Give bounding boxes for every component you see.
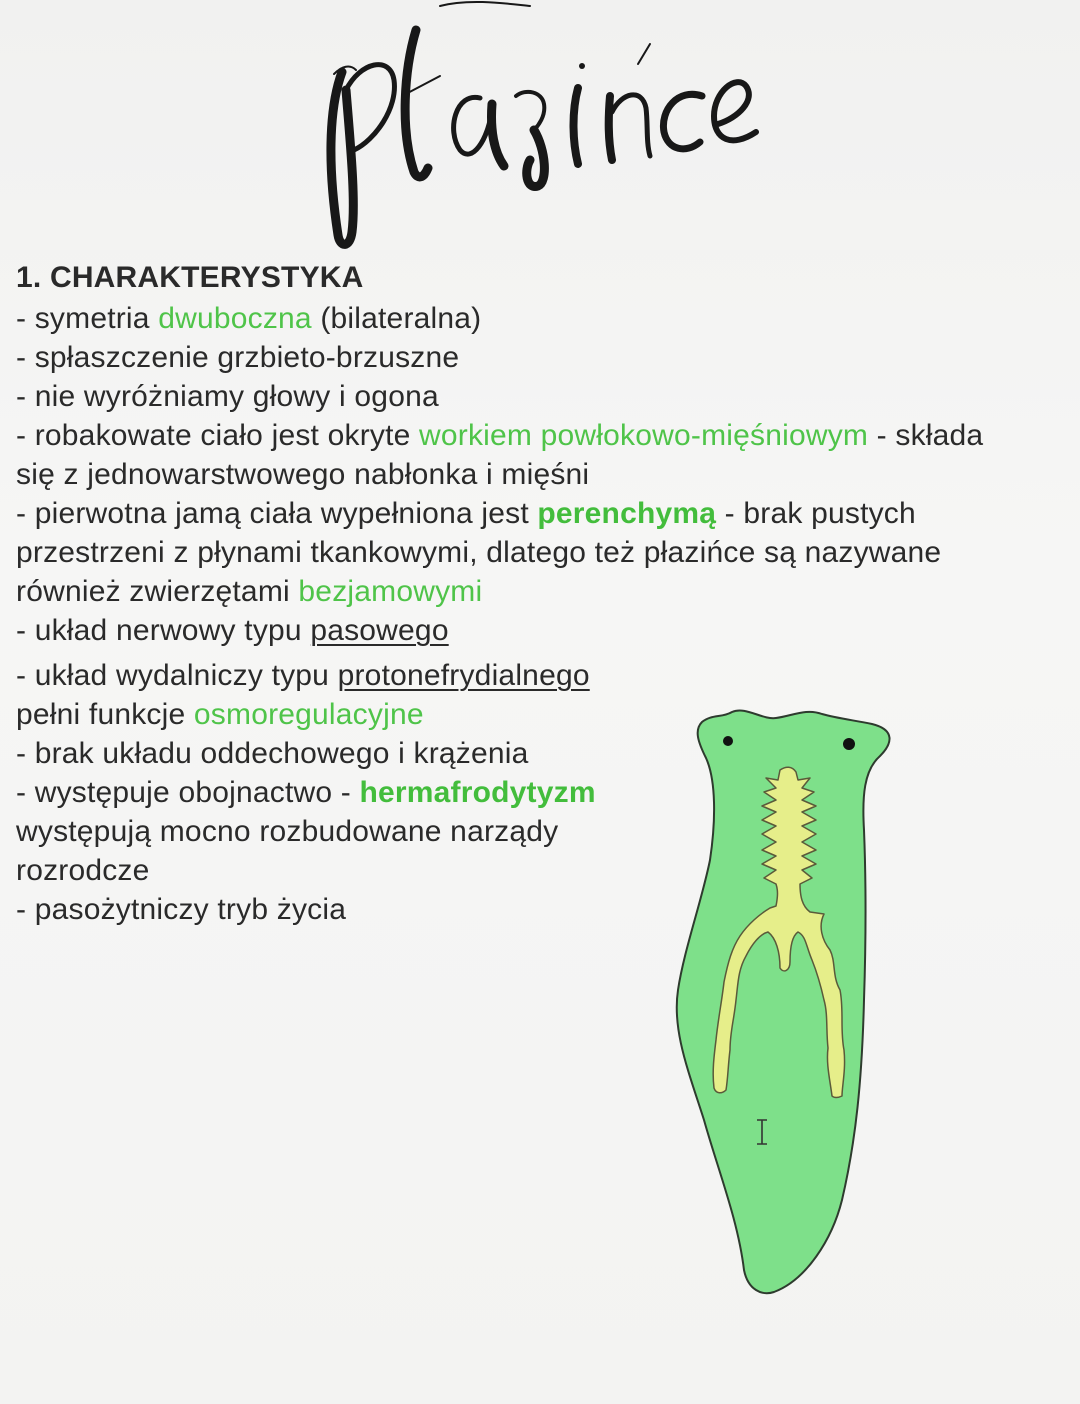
text-cursor-icon (754, 1118, 770, 1146)
highlight-term: bezjamowymi (298, 575, 483, 608)
note-wydalniczy-cont (16, 695, 1066, 734)
worm-eye-right (843, 738, 855, 750)
note-jama-cont2 (16, 572, 1066, 611)
note-oddechowy: - brak układu oddechowego i krążenia (16, 737, 529, 770)
flatworm-illustration (666, 700, 906, 1300)
note-text: - pierwotna jamą ciała wypełniona jest (16, 497, 538, 530)
note-text: (bilateralna) (311, 302, 482, 335)
note-glowa: - nie wyróżniamy głowy i ogona (16, 380, 439, 413)
note-symetria (16, 299, 1066, 338)
note-pasozytniczy: - pasożytniczy tryb życia (16, 893, 347, 926)
note-obojnactwo-cont2: rozrodcze (16, 854, 150, 887)
highlight-term: perenchymą (537, 497, 717, 530)
note-nerwowy (16, 611, 1066, 650)
note-jama (16, 494, 1066, 533)
note-worek (16, 416, 1066, 455)
note-jama-cont: przestrzeni z płynami tkankowymi, dlatego też płazińce są nazywane (16, 536, 942, 569)
note-obojnactwo (16, 773, 1066, 812)
underlined-term: pasowego (310, 614, 449, 647)
highlight-term: workiem powłokowo-mięśniowym (419, 419, 869, 452)
note-text: - składa (868, 419, 984, 452)
note-worek-cont: się z jednowarstwowego nabłonka i mięśni (16, 458, 590, 491)
note-text: - występuje obojnactwo - (16, 776, 360, 809)
handwritten-title (320, 0, 780, 250)
highlight-term: osmoregulacyjne (193, 698, 424, 731)
worm-eye-left (723, 736, 733, 746)
section-heading: 1. CHARAKTERYSTYKA (16, 261, 364, 294)
note-text: - symetria (16, 302, 159, 335)
note-obojnactwo-cont: występują mocno rozbudowane narządy (16, 815, 559, 848)
note-text: - układ wydalniczy typu (16, 659, 338, 692)
characteristics-notes (16, 258, 1066, 929)
note-text: pełni funkcje (16, 698, 194, 731)
note-wydalniczy (16, 656, 1066, 695)
highlight-term: hermafrodytyzm (359, 776, 596, 809)
highlight-term: dwuboczna (158, 302, 312, 335)
note-text: - układ nerwowy typu (16, 614, 311, 647)
note-splaszczenie: - spłaszczenie grzbieto-brzuszne (16, 341, 460, 374)
underlined-term: protonefrydialnego (337, 659, 590, 692)
note-text: również zwierzętami (16, 575, 299, 608)
note-text: - robakowate ciało jest okryte (16, 419, 420, 452)
note-text: - brak pustych (716, 497, 916, 530)
